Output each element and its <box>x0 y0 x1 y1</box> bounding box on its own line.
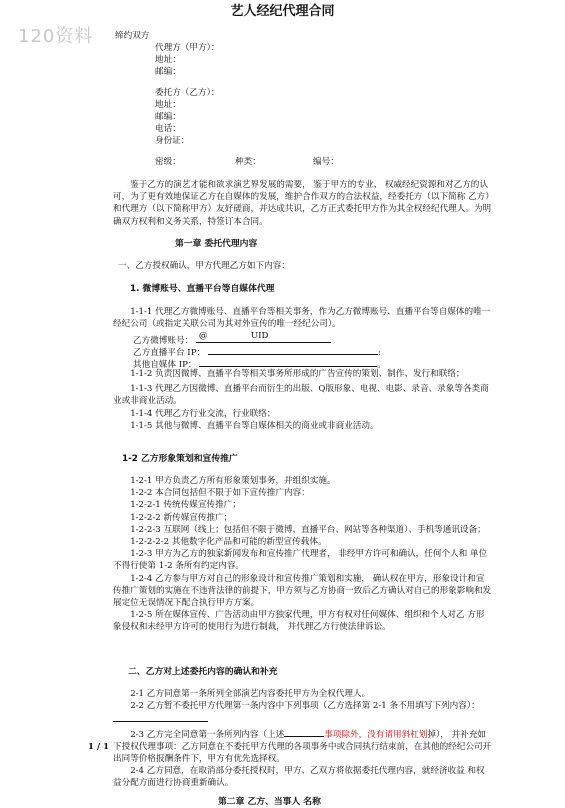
weibo-at: @ <box>198 330 208 341</box>
section-1-1-continued <box>113 368 493 432</box>
clause-1-2-4: 1-2-4 乙方参与甲方对自己的形象设计和宣传推广策划和实施， 确认权在甲方，形象设计和宣传推广策划的实施在不违背法律的前提下，甲方须与乙方协商一致后乙方确认对自己的形象影响和发展定位无误情况下配合执行甲方方案。 <box>113 573 492 609</box>
clause-1-2-2-1: 1-2-2-1 传统传媒宣传推广； <box>130 500 241 511</box>
clause-2-2-blank <box>113 712 208 722</box>
clause-2-3-c: 事项除外，没有请用斜杠划 <box>324 729 428 740</box>
section-2 <box>113 688 493 790</box>
section-1-intro: 一、乙方授权确认，甲方代理乙方如下内容： <box>118 261 290 271</box>
doc-number: 编号： <box>313 157 339 167</box>
clause-1-1-2: 1-1-2 负责因微博、直播平台等相关事务所形成的广告宣传的策划、制作、发行和联络； <box>130 369 465 379</box>
preamble-text: 鉴于乙方的演艺才能和欲求演艺界发展的需要， 鉴于甲方的专业、 权威经纪资源和对乙方的认可，为了更有效地保证乙方在自媒体的发展，维护合作双方的合法权益，经委托方（以下简称 乙方）和代理方（以下简称甲方）友好磋商，并达成共识，乙方正式委托甲方作为其全权经纪代理人。为明确双方权利和义务关系，特签订本合同。 <box>113 180 492 227</box>
watermark: 120资料 <box>18 26 94 47</box>
party-a-postcode: 邮编： <box>155 67 181 77</box>
section-1-1-heading: 1. 微博账号、直播平台等自媒体代理 <box>130 284 275 294</box>
clause-1-1-3: 1-1-3 代理乙方因微博、直播平台而衍生的出版、Q版形象、电视、电影、录音、录象等各类商业或非商业活动。 <box>113 384 489 407</box>
clause-1-2-2-2-2: 1-2-2-2-2 其他数字化产品和可能的新型宣传载体。 <box>130 537 327 548</box>
weibo-account-blank <box>196 330 276 343</box>
chapter-2-heading-partial: 第二章 乙方、当事人 名称 <box>218 797 321 807</box>
chapter-1-heading: 第一章 委托代理内容 <box>175 239 258 249</box>
party-a-label: 代理方（甲方）： <box>155 43 220 53</box>
clause-1-2-2-3: 1-2-2-3 互联网（线上；包括但不限于微博、直播平台、网站等各种渠道）、手机等通讯设备； <box>130 524 486 535</box>
clause-1-2-1: 1-2-1 甲方负责乙方所有形象策划事务，并组织实施。 <box>130 476 336 486</box>
clause-1-2-3: 1-2-3 甲方为乙方的独家新闻发布和宣传推广代理者， 非经甲方许可和确认，任何个人和 单位不得行使第 1-2 条所有约定内容。 <box>113 549 488 572</box>
doc-type: 种类： <box>235 157 261 167</box>
party-a-address: 地址： <box>155 55 181 65</box>
clause-2-3-a: 2-3 乙方完全同意第一条所列内容 <box>130 729 259 740</box>
live-platform-line: 乙方直播平台 IP： : <box>133 345 381 359</box>
document-title: 艺人经纪代理合同 <box>230 4 335 19</box>
section-1-2 <box>113 475 493 634</box>
clause-2-3-b: （上述 <box>258 729 285 740</box>
parties-intro: 缔约双方 <box>115 31 150 41</box>
party-b-phone: 电话： <box>155 124 181 134</box>
clause-2-2-text: 2-2 乙方暂不委托甲方代理第一条内容中下列事项（乙方选择第 2-1 条不用填写下列内容）： <box>130 701 480 712</box>
party-b-id: 身份证： <box>155 136 190 146</box>
clause-2-3 <box>113 727 493 766</box>
weibo-uid-blank <box>276 333 331 343</box>
other-ip-blank <box>199 357 377 367</box>
clause-2-3-blank <box>284 727 324 737</box>
clause-1-2-2-2: 1-2-2-2 新传媒宣传推广； <box>130 512 233 523</box>
weibo-label: 乙方微博账号： <box>133 336 194 346</box>
end-mark: 。 <box>377 360 386 370</box>
clause-2-1: 2-1 乙方同意第一条所列全部演艺内容委托甲方为全权代理人。 <box>130 689 371 699</box>
live-ip-blank <box>208 345 378 355</box>
section-1-1 <box>113 306 493 330</box>
clause-2-4: 2-4 乙方同意，在取消部分委托授权时，甲方、乙双方将依据委托代理内容，就经济收益 和权益分配方面进行协商重新确认。 <box>113 766 485 789</box>
party-b-label: 委托方（乙方）： <box>155 88 220 98</box>
party-b-address: 地址： <box>155 100 181 110</box>
clause-1-1-4: 1-1-4 代理乙方行业交流，行业联络； <box>130 408 276 419</box>
other-label: 其他自媒体 IP： <box>133 360 197 370</box>
clause-1-2-2: 1-2-2 本合同包括但不限于如下宣传推广内容： <box>130 488 310 499</box>
clause-1-2-5: 1-2-5 所在媒体宣传、广告活动由甲方独家代理，甲方有权对任何媒体、组织和个人对乙 方形象侵权和未经甲方许可的使用行为进行制裁， 并代理乙方行使法律诉讼。 <box>113 610 485 633</box>
clause-1-1-5: 1-1-5 其他与微博、直播平台等自媒体相关的商业或非商业活动。 <box>130 420 379 431</box>
page-number: 1 / 1 <box>88 742 110 752</box>
clause-1-1-1: 1-1-1 代理乙方微博账号、直播平台等相关事务，作为乙方微博账号、直播平台等自媒体的唯一经纪公司（或指定关联公司为其对外宣传的唯一经纪公司）。 <box>113 307 491 330</box>
section-2-heading: 二、乙方对上述委托内容的确认和补充 <box>128 667 278 677</box>
clause-2-3-d: 掉）， 并补充如下授权代理事项：乙方同意在不委托甲方代理的各项事务中或合同执行结束前，在其他的经纪公司开出同等价格报酬条件下，甲方有优先选择权。 <box>113 729 492 765</box>
clause-2-2 <box>113 700 493 726</box>
preamble <box>113 179 493 228</box>
party-b-postcode: 邮编： <box>155 112 181 122</box>
section-1-2-heading: 1-2 乙方形象策划和宣传推广 <box>122 454 238 464</box>
live-label: 乙方直播平台 IP： <box>133 348 206 358</box>
secret-level: 密级： <box>155 157 181 167</box>
weibo-uid: UID <box>250 330 269 341</box>
